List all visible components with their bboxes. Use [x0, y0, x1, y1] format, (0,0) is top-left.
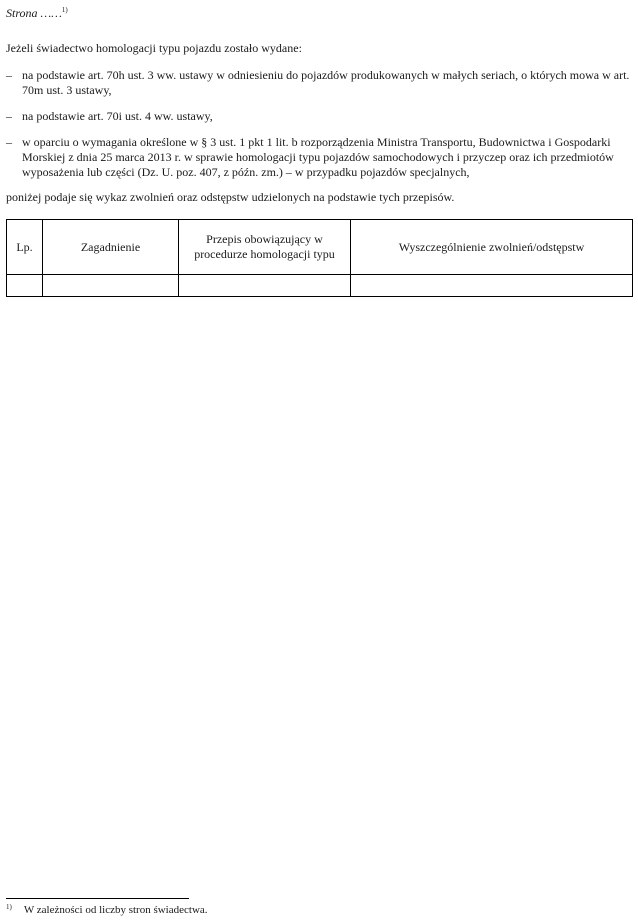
column-header-lp: Lp.: [7, 220, 43, 275]
bullet-item: [6, 135, 632, 180]
column-header-exemptions: Wyszczególnienie zwolnień/odstępstw: [351, 220, 633, 275]
table-cell: [351, 275, 633, 297]
table-cell: [179, 275, 351, 297]
bullet-item: [6, 68, 632, 98]
footnote-reference: 1): [61, 6, 68, 14]
table-cell: [43, 275, 179, 297]
footnote-marker: 1): [6, 903, 12, 911]
exemptions-table: [6, 219, 633, 297]
page-number-header: [6, 6, 68, 21]
column-header-issue: Zagadnienie: [43, 220, 179, 275]
bullet-text: na podstawie art. 70i ust. 4 ww. ustawy,: [22, 109, 213, 123]
outro-paragraph: poniżej podaje się wykaz zwolnień oraz odstępstw udzielonych na podstawie tych przepisów.: [6, 190, 455, 204]
intro-paragraph: Jeżeli świadectwo homologacji typu pojazdu zostało wydane:: [6, 41, 302, 55]
bullet-dash: –: [6, 68, 12, 82]
column-header-regulation: Przepis obowiązujący w procedurze homologacji typu: [179, 220, 351, 275]
bullet-text: na podstawie art. 70h ust. 3 ww. ustawy w odniesieniu do pojazdów produkowanych w małych seriach, o których mowa w art. 70m ust. 3 ustawy,: [22, 68, 630, 97]
bullet-dash: –: [6, 135, 12, 149]
bullet-item: [6, 109, 632, 124]
footnote-text: W zależności od liczby stron świadectwa.: [23, 904, 208, 916]
table-cell: [7, 275, 43, 297]
bullet-dash: –: [6, 109, 12, 123]
page-label: Strona ……: [6, 6, 62, 20]
footnote-separator: [6, 898, 189, 899]
table-header-row: [7, 220, 633, 275]
bullet-text: w oparciu o wymagania określone w § 3 ust. 1 pkt 1 lit. b rozporządzenia Ministra Transportu, Budownictwa i Gospodarki Morskiej z dnia 25 marca 2013 r. w sprawie homologacji typu pojazdów samochodowych i przyczep oraz ich przedmiotów wyposażenia lub części (Dz. U. poz. 407, z późn. zm.) – w przypadku pojazdów specjalnych,: [22, 135, 614, 179]
table-row: [7, 275, 633, 297]
footnote: [6, 904, 208, 917]
